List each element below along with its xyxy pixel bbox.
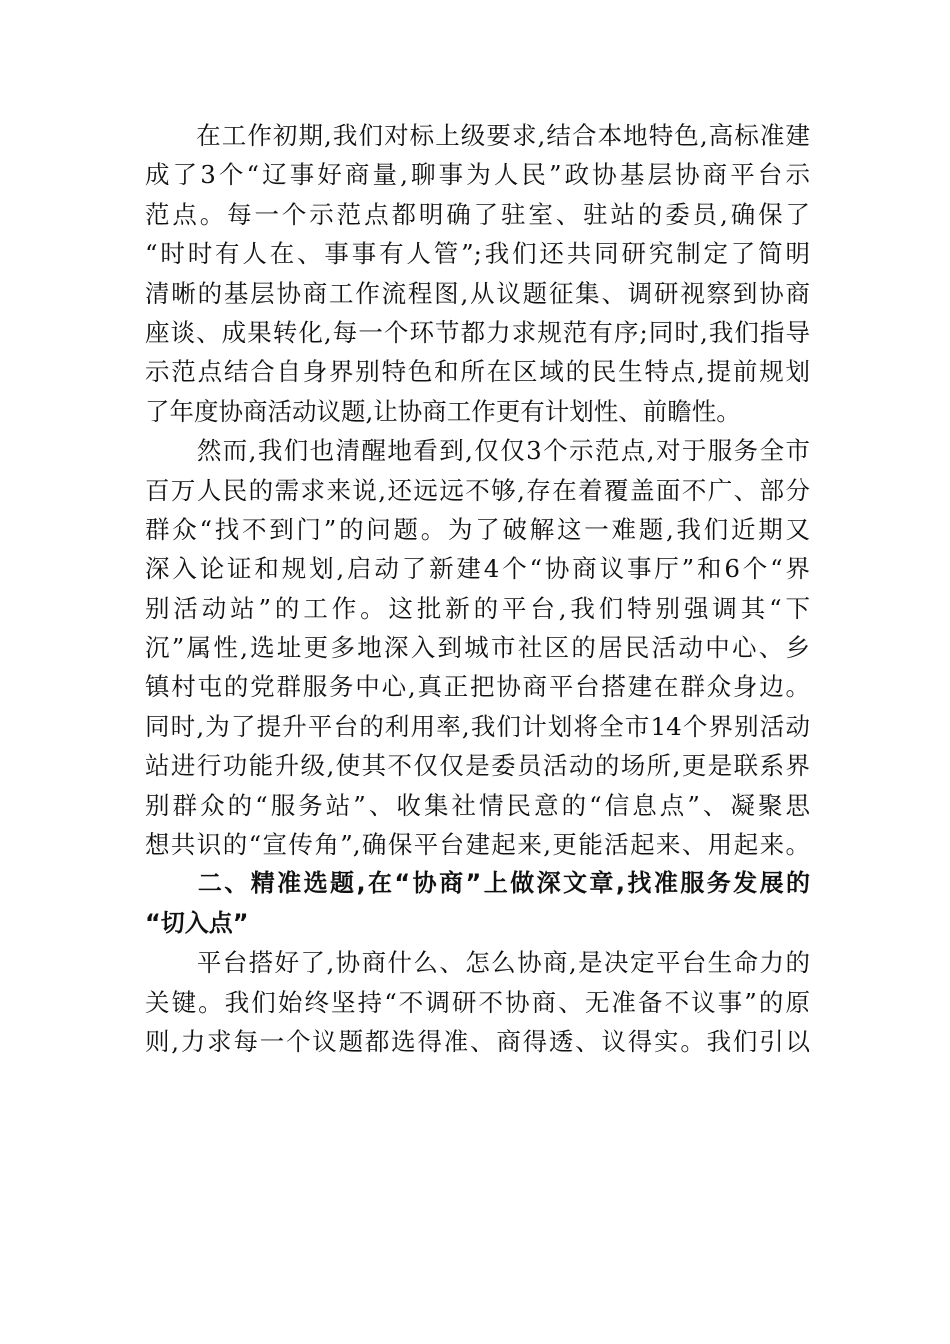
text-line: “时时有人在、事事有人管”;我们还共同研究制定了简明 xyxy=(145,239,810,269)
document-body xyxy=(145,116,810,1061)
text-line: 镇村屯的党群服务中心,真正把协商平台搭建在群众身边。 xyxy=(145,672,810,702)
section-heading xyxy=(145,864,810,943)
text-line: 沉”属性,选址更多地深入到城市社区的居民活动中心、乡 xyxy=(145,633,810,663)
text-line: 了年度协商活动议题,让协商工作更有计划性、前瞻性。 xyxy=(145,396,741,426)
text-line: 示范点结合自身界别特色和所在区域的民生特点,提前规划 xyxy=(145,357,810,387)
text-line: 平台搭好了,协商什么、怎么协商,是决定平台生命力的 xyxy=(145,948,810,978)
text-line: 别群众的“服务站”、收集社情民意的“信息点”、凝聚思 xyxy=(145,790,810,820)
text-line: 清晰的基层协商工作流程图,从议题征集、调研视察到协商 xyxy=(145,278,810,308)
text-line: 成了3个“辽事好商量,聊事为人民”政协基层协商平台示 xyxy=(145,160,810,190)
text-line: 站进行功能升级,使其不仅仅是委员活动的场所,更是联系界 xyxy=(145,751,810,781)
paragraph-platform-expansion xyxy=(145,431,810,864)
text-line: 范点。每一个示范点都明确了驻室、驻站的委员,确保了 xyxy=(145,199,810,229)
text-line: 别活动站”的工作。这批新的平台,我们特别强调其“下 xyxy=(145,593,810,623)
heading-line: “切入点” xyxy=(145,908,249,937)
text-line: 想共识的“宣传角”,确保平台建起来,更能活起来、用起来。 xyxy=(145,830,810,860)
paragraph-topic-selection xyxy=(145,943,810,1061)
text-line: 百万人民的需求来说,还远远不够,存在着覆盖面不广、部分 xyxy=(145,475,810,505)
text-line: 在工作初期,我们对标上级要求,结合本地特色,高标准建 xyxy=(145,121,810,150)
text-line: 关键。我们始终坚持“不调研不协商、无准备不议事”的原 xyxy=(145,987,810,1017)
text-line: 则,力求每一个议题都选得准、商得透、议得实。我们引以 xyxy=(145,1026,810,1056)
text-line: 然而,我们也清醒地看到,仅仅3个示范点,对于服务全市 xyxy=(145,436,810,466)
text-line: 同时,为了提升平台的利用率,我们计划将全市14个界别活动 xyxy=(145,711,810,741)
paragraph-platform-demo-points xyxy=(145,116,810,431)
text-line: 深入论证和规划,启动了新建4个“协商议事厅”和6个“界 xyxy=(145,554,810,584)
text-line: 座谈、成果转化,每一个环节都力求规范有序;同时,我们指导 xyxy=(145,317,810,347)
heading-line: 二、精准选题,在“协商”上做深文章,找准服务发展的 xyxy=(145,869,810,898)
text-line: 群众“找不到门”的问题。为了破解这一难题,我们近期又 xyxy=(145,514,810,544)
